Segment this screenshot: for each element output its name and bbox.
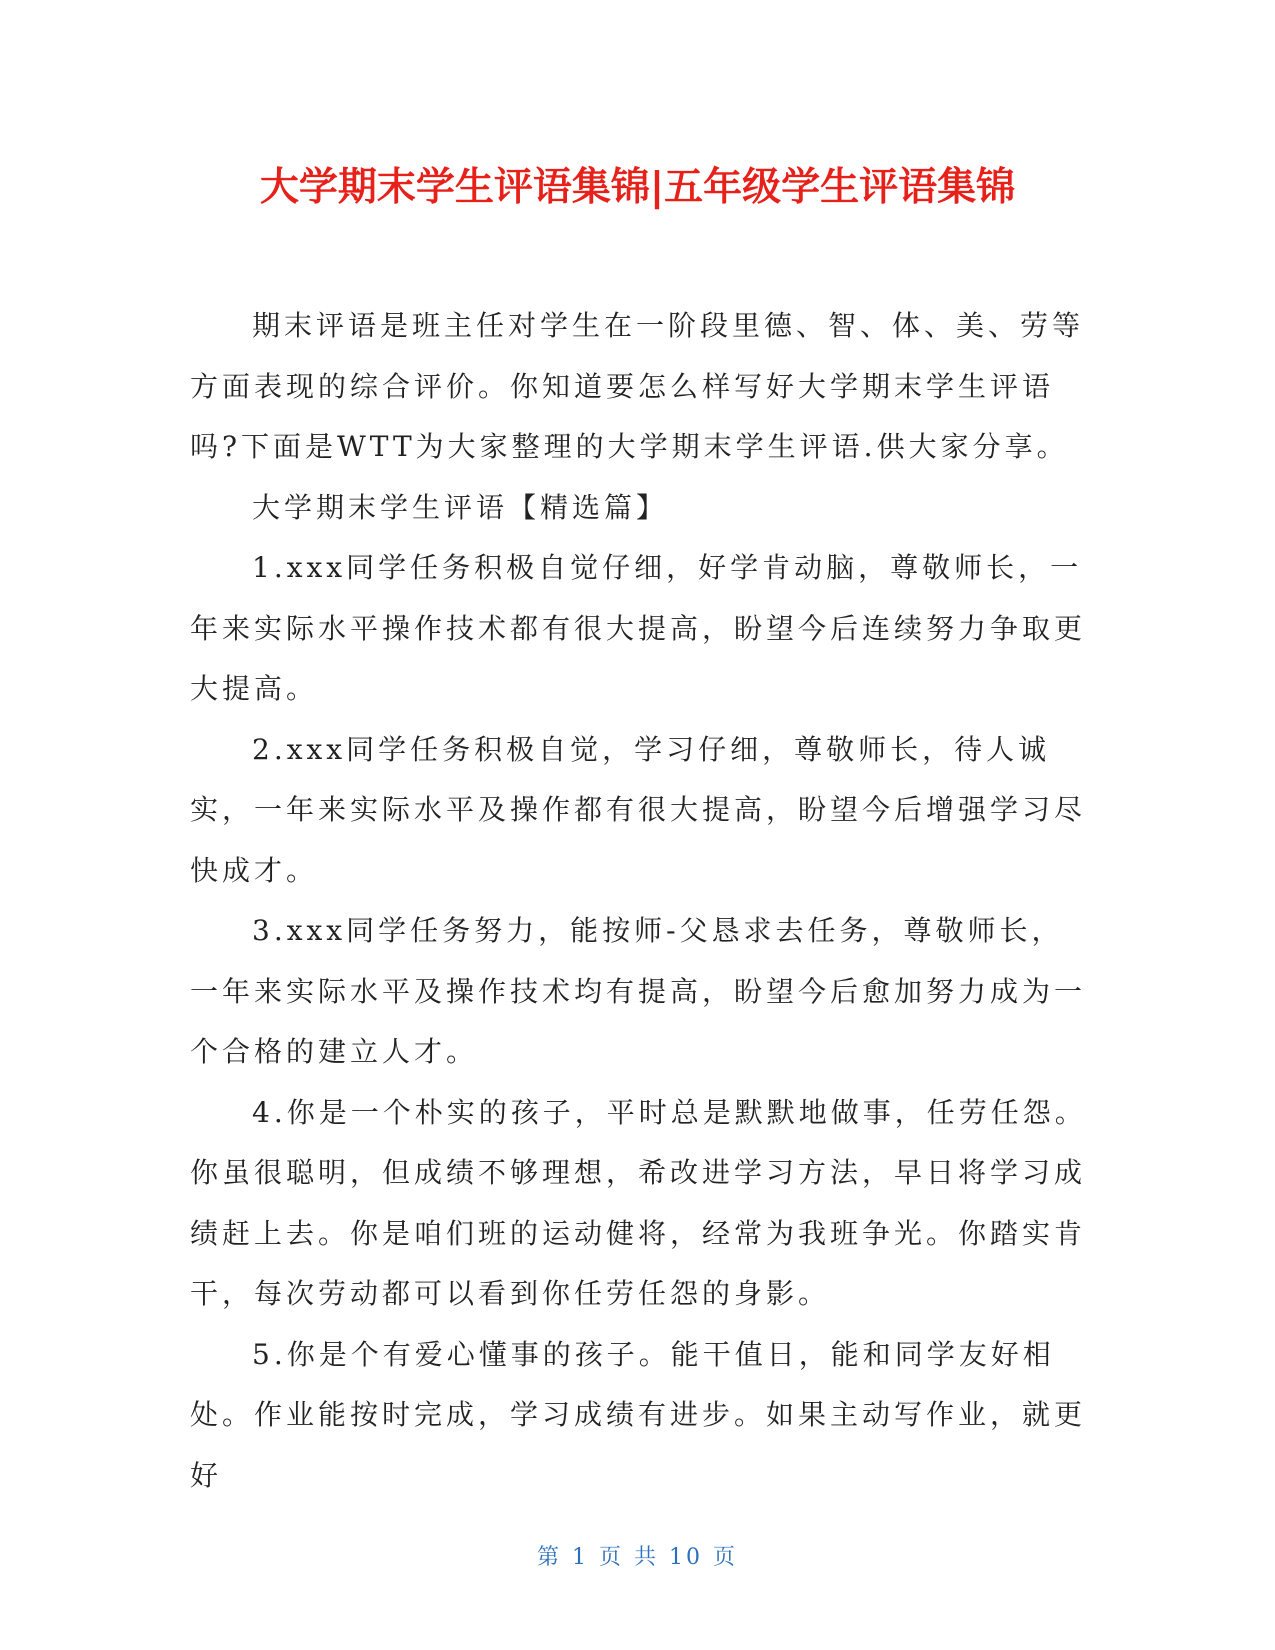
comment-item-1: 1.xxx同学任务积极自觉仔细，好学肯动脑，尊敬师长，一年来实际水平操作技术都有很大提高，盼望今后连续努力争取更大提高。 xyxy=(190,551,1087,705)
section-heading: 大学期末学生评语【精选篇】 xyxy=(252,490,669,524)
document-title: 大学期末学生评语集锦|五年级学生评语集锦 xyxy=(259,165,1016,210)
document-body xyxy=(190,296,1090,1506)
paragraph-intro: 期末评语是班主任对学生在一阶段里德、智、体、美、劳等方面表现的综合评价。你知道要怎么样写好大学期末学生评语吗?下面是WTT为大家整理的大学期末学生评语.供大家分享。 xyxy=(190,309,1085,463)
comment-item-2: 2.xxx同学任务积极自觉，学习仔细，尊敬师长，待人诚实，一年来实际水平及操作都有很大提高，盼望今后增强学习尽快成才。 xyxy=(190,732,1087,887)
comment-item-4: 4.你是一个朴实的孩子，平时总是默默地做事，任劳任怨。你虽很聪明，但成绩不够理想，希改进学习方法，早日将学习成绩赶上去。你是咱们班的运动健将，经常为我班争光。你踏实肯干，每次劳动都可以看到你任劳任怨的身影。 xyxy=(190,1095,1087,1310)
comment-item-3: 3.xxx同学任务努力，能按师-父恳求去任务，尊敬师长，一年来实际水平及操作技术均有提高，盼望今后愈加努力成为一个合格的建立人才。 xyxy=(190,914,1087,1068)
page-number-footer: 第 1 页 共 10 页 xyxy=(537,1545,738,1570)
comment-item-5: 5.你是个有爱心懂事的孩子。能干值日，能和同学友好相处。作业能按时完成，学习成绩有进步。如果主动写作业，就更好 xyxy=(190,1337,1087,1492)
